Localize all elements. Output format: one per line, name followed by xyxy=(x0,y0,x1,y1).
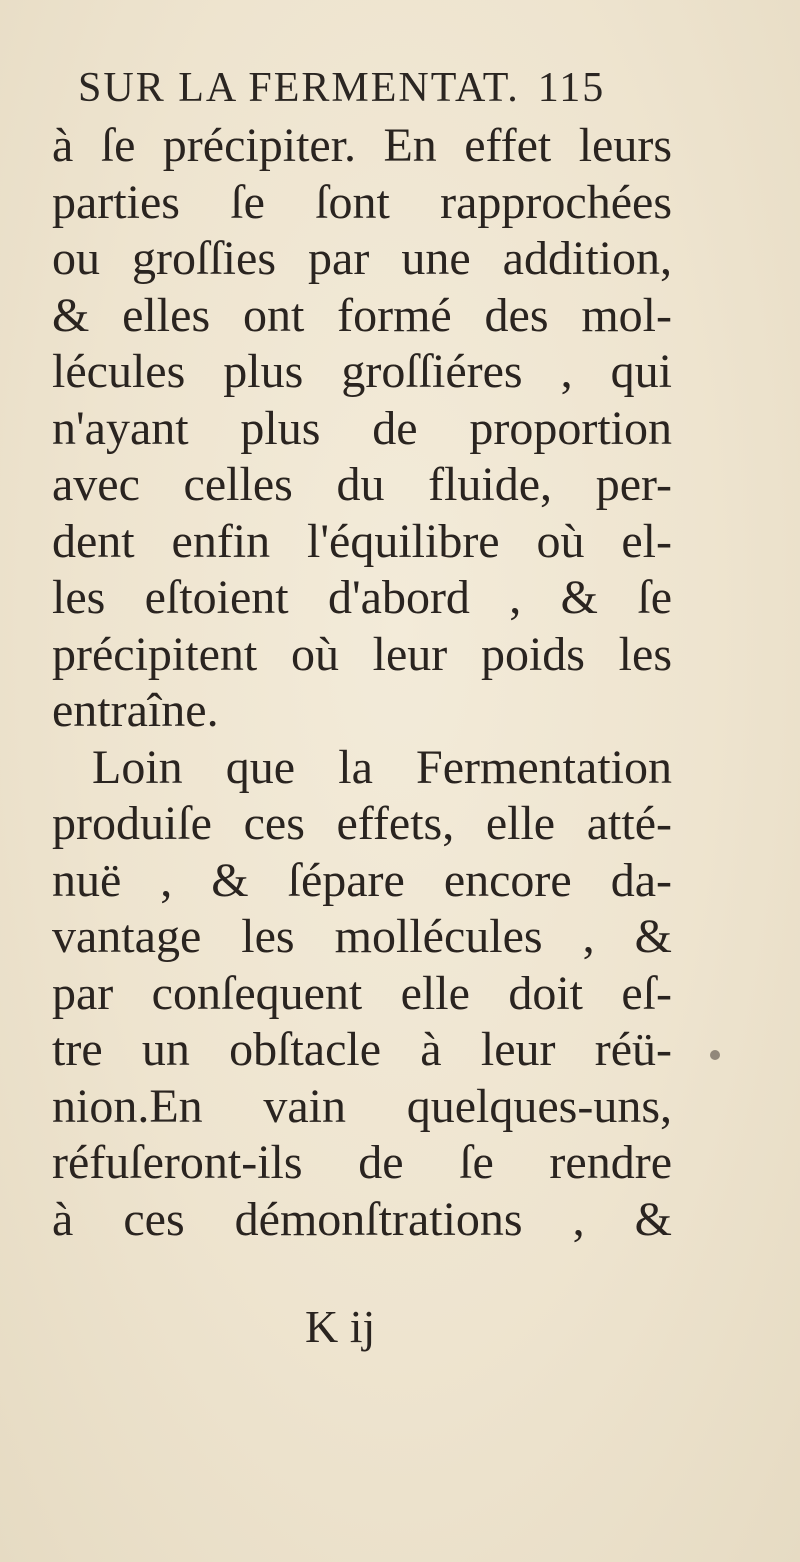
text-line: par conſequent elle doit eſ- xyxy=(52,966,672,1020)
text-line: avec celles du fluide, per- xyxy=(52,458,672,511)
text-line: les eſtoient d'abord , & ſe xyxy=(52,571,672,624)
paragraph-end-line: entraîne. xyxy=(52,684,219,737)
text-line: nuë , & ſépare encore da- xyxy=(52,853,672,907)
paragraph-start-line: Loin que la Fermentation xyxy=(92,740,672,794)
text-line: dent enfin l'équilibre où el- xyxy=(52,514,672,568)
body-text xyxy=(52,118,672,1248)
text-line: produiſe ces effets, elle atté- xyxy=(52,797,672,850)
page-number: 115 xyxy=(537,65,606,111)
running-title: SUR LA FERMENTAT. xyxy=(78,65,520,111)
text-line: nion.En vain quelques-uns, xyxy=(52,1079,672,1133)
text-line: parties ſe ſont rapprochées xyxy=(52,175,672,229)
text-line: réfuſeront-ils de ſe rendre xyxy=(52,1136,672,1189)
text-line: lécules plus groſſiéres , qui xyxy=(52,345,672,398)
text-line: à ſe précipiter. En effet leurs xyxy=(52,119,672,172)
text-line: ou groſſies par une addition, xyxy=(52,232,672,285)
text-line: n'ayant plus de proportion xyxy=(52,401,672,455)
text-line: précipitent où leur poids les xyxy=(52,627,672,681)
text-line: vantage les mollécules , & xyxy=(52,910,672,963)
catchword: K ij xyxy=(305,1301,376,1352)
text-line: & elles ont formé des mol- xyxy=(52,288,672,342)
text-line: à ces démonſtrations , & xyxy=(52,1192,672,1246)
ink-speck xyxy=(710,1050,720,1060)
text-line: tre un obſtacle à leur réü- xyxy=(52,1023,672,1076)
running-header xyxy=(78,64,658,112)
